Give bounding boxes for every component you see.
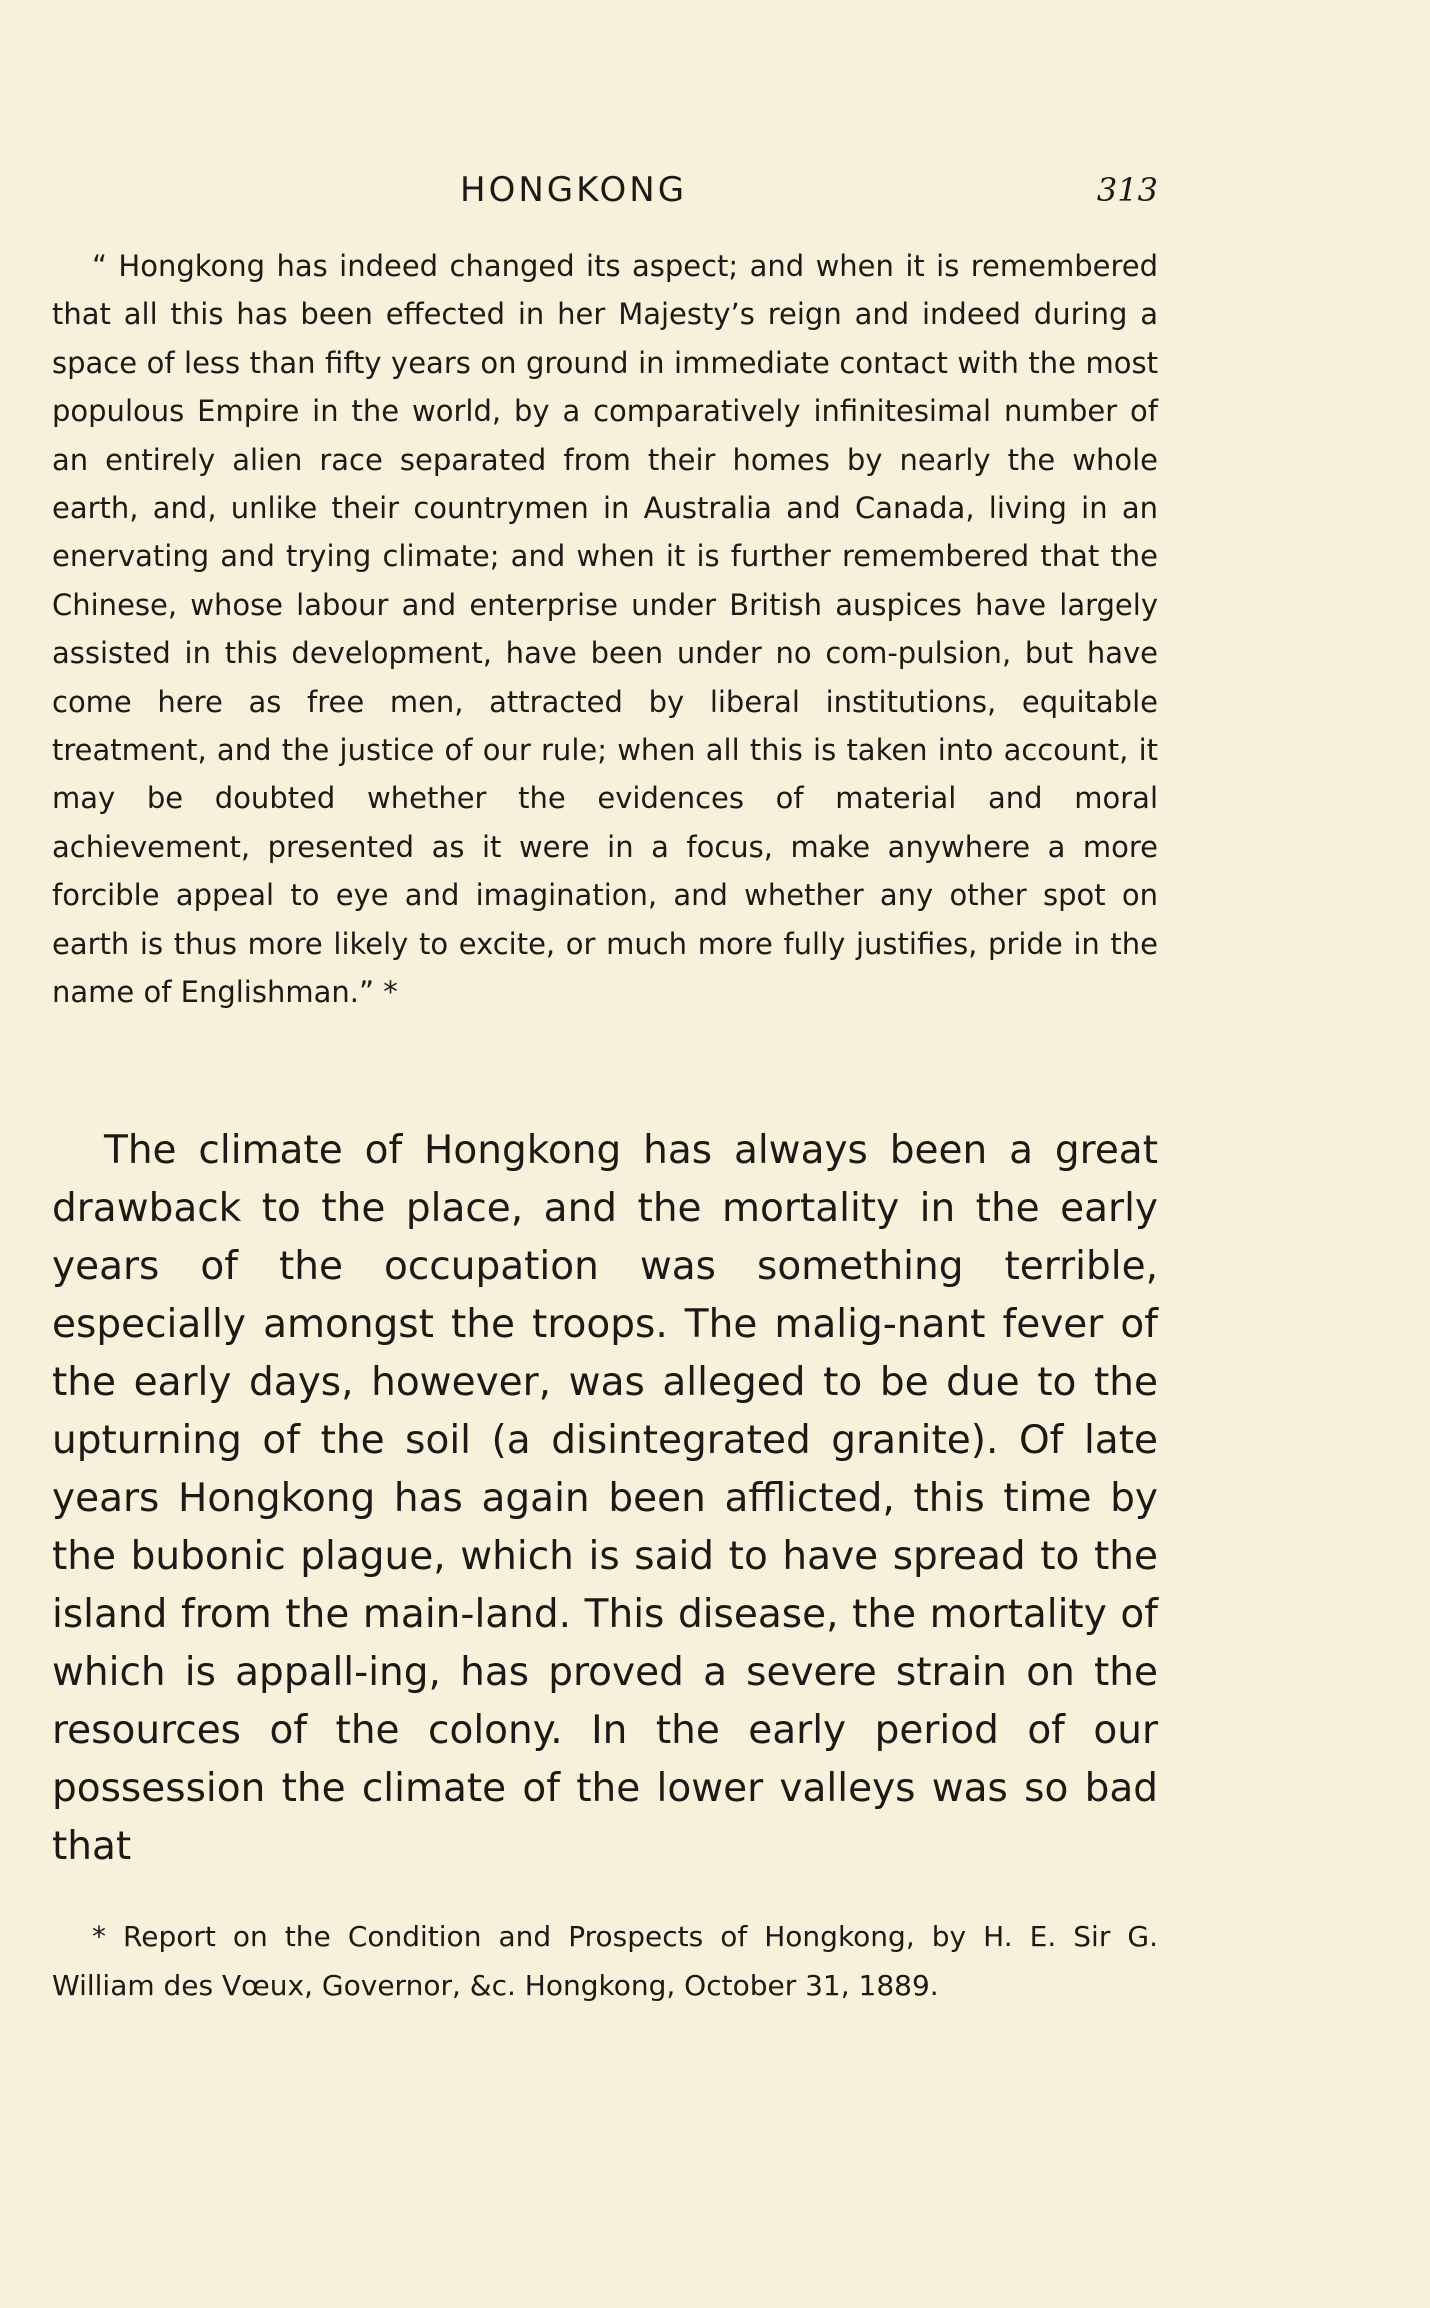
quoted-passage: [52, 242, 1158, 1017]
footnote-text: * Report on the Condition and Prospects of Hongkong, by H. E. Sir G. William des Vœux, Governor, &c. Hongkong, October 31, 1889.: [52, 1920, 1158, 2002]
running-header: [52, 170, 1158, 216]
running-title: HONGKONG: [460, 170, 688, 210]
body-text: [52, 1122, 1158, 1876]
quoted-paragraph: “ Hongkong has indeed changed its aspect; and when it is remembered that all this has been effected in her Majesty’s reign and indeed during a space of less than fifty years on ground in immediate contact with the most populous Empire in the world, by a comparatively infinitesimal number of an entirely alien race separated from their homes by nearly the whole earth, and, unlike their countrymen in Australia and Canada, living in an enervating and trying climate; and when it is further remembered that the Chinese, whose labour and enterprise under British auspices have largely assisted in this development, have been under no com-pulsion, but have come here as free men, attracted by liberal institutions, equitable treatment, and the justice of our rule; when all this is taken into account, it may be doubted whether the evidences of material and moral achievement, presented as it were in a focus, make anywhere a more forcible appeal to eye and imagination, and whether any other spot on earth is thus more likely to excite, or much more fully justifies, pride in the name of Englishman.” *: [52, 249, 1158, 1010]
body-paragraph: The climate of Hongkong has always been a great drawback to the place, and the mortality in the early years of the occupation was something terrible, especially amongst the troops. The malig-nant fever of the early days, however, was alleged to be due to the upturning of the soil (a disintegrated granite). Of late years Hongkong has again been afflicted, this time by the bubonic plague, which is said to have spread to the island from the main-land. This disease, the mortality of which is appall-ing, has proved a severe strain on the resources of the colony. In the early period of our possession the climate of the lower valleys was so bad that: [52, 1128, 1158, 1869]
page-number: 313: [1096, 171, 1158, 209]
footnote: [52, 1912, 1158, 2010]
